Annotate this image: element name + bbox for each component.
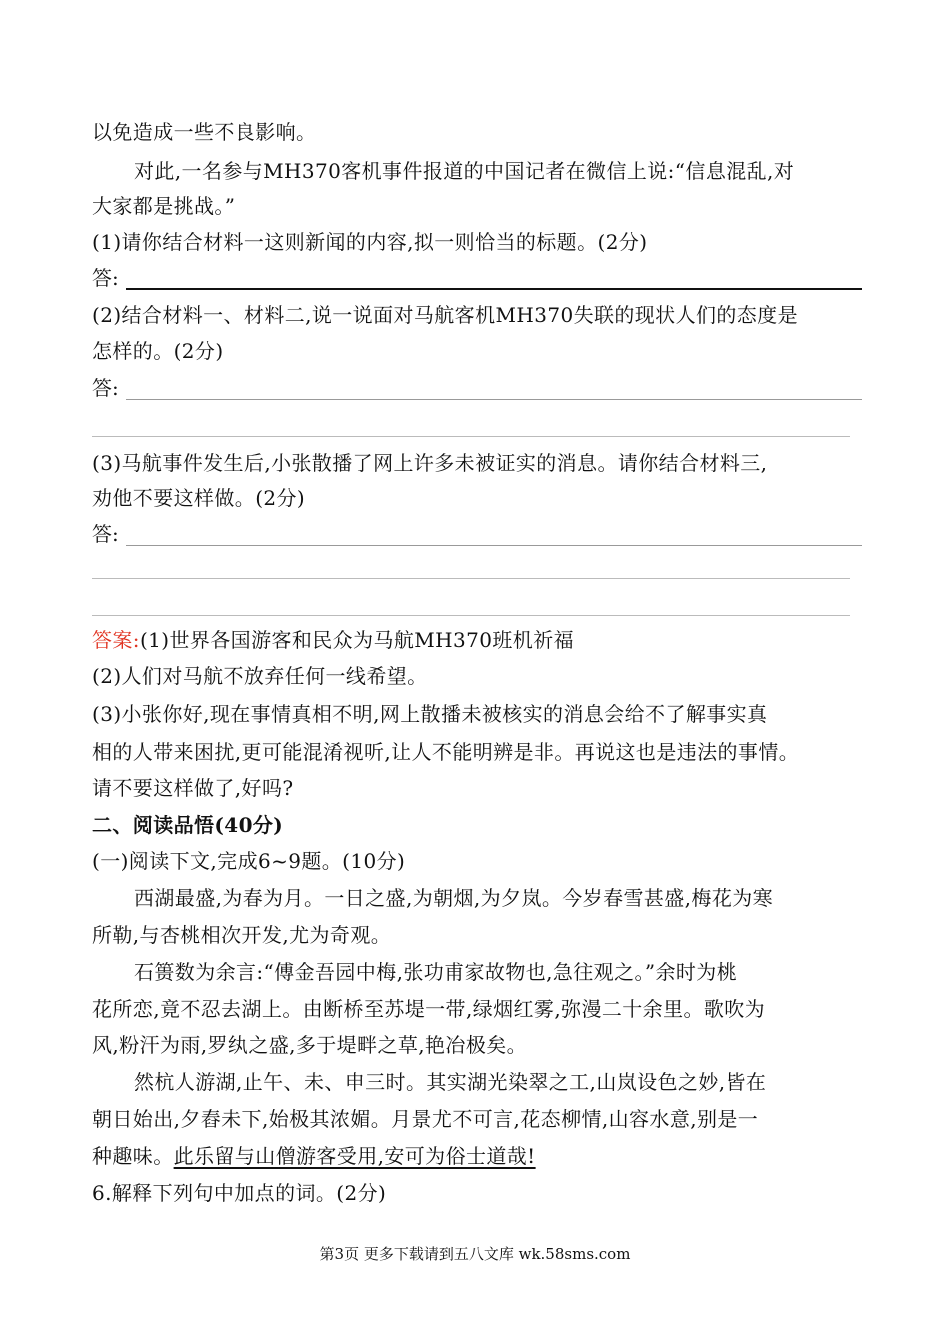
blank-answer-line[interactable]	[92, 615, 850, 616]
answer-key-tag: 答案:	[92, 628, 140, 652]
underlined-sentence: 此乐留与山僧游客受用,安可为俗士道哉!	[173, 1144, 536, 1168]
question-6: 6.解释下列句中加点的词。(2分)	[92, 1181, 387, 1205]
page-footer: 第3页 更多下载请到五八文库 wk.58sms.com	[319, 1245, 631, 1263]
passage-line: 朝日始出,夕舂未下,始极其浓媚。月景尤不可言,花态柳情,山容水意,别是一	[92, 1107, 759, 1131]
answer-key-1	[92, 626, 882, 654]
passage-line: 花所恋,竟不忍去湖上。由断桥至苏堤一带,绿烟红雾,弥漫二十余里。歌吹为	[92, 997, 766, 1021]
passage-line: 所勒,与杏桃相次开发,尤为奇观。	[92, 923, 392, 947]
question-1: (1)请你结合材料一这则新闻的内容,拟一则恰当的标题。(2分)	[92, 230, 648, 254]
answer-key-3-cont: 相的人带来困扰,更可能混淆视听,让人不能明辨是非。再说这也是违法的事情。	[92, 740, 800, 764]
text-line: 对此,一名参与MH370客机事件报道的中国记者在微信上说:“信息混乱,对	[134, 159, 795, 183]
passage-line	[92, 1142, 882, 1170]
answer-label: 答:	[92, 522, 119, 546]
question-2-cont: 怎样的。(2分)	[92, 339, 224, 363]
passage-line: 石篑数为余言:“傅金吾园中梅,张功甫家故物也,急往观之。”余时为桃	[134, 960, 738, 984]
answer-line-q1[interactable]	[92, 264, 862, 292]
text-line: 以免造成一些不良影响。	[92, 120, 317, 144]
passage-text: 种趣味。	[92, 1144, 174, 1168]
section-title: 二、阅读品悟(40分)	[92, 813, 284, 837]
passage-line: 风,粉汗为雨,罗纨之盛,多于堤畔之草,艳冶极矣。	[92, 1033, 528, 1057]
blank-answer-line[interactable]	[92, 436, 850, 437]
answer-line-q3[interactable]	[92, 520, 862, 548]
answer-key-text: (1)世界各国游客和民众为马航MH370班机祈福	[139, 628, 574, 652]
passage-line: 西湖最盛,为春为月。一日之盛,为朝烟,为夕岚。今岁春雪甚盛,梅花为寒	[134, 886, 774, 910]
answer-label: 答:	[92, 266, 119, 290]
answer-key-3-cont: 请不要这样做了,好吗?	[92, 776, 294, 800]
passage-line: 然杭人游湖,止午、未、申三时。其实湖光染翠之工,山岚设色之妙,皆在	[134, 1070, 767, 1094]
answer-key-2: (2)人们对马航不放弃任何一线希望。	[92, 664, 428, 688]
question-3: (3)马航事件发生后,小张散播了网上许多未被证实的消息。请你结合材料三,	[92, 451, 768, 475]
section-subtitle: (一)阅读下文,完成6~9题。(10分)	[92, 849, 406, 873]
blank-answer-line[interactable]	[92, 578, 850, 579]
question-3-cont: 劝他不要这样做。(2分)	[92, 486, 306, 510]
question-2: (2)结合材料一、材料二,说一说面对马航客机MH370失联的现状人们的态度是	[92, 303, 798, 327]
answer-label: 答:	[92, 376, 119, 400]
answer-key-3: (3)小张你好,现在事情真相不明,网上散播未被核实的消息会给不了解事实真	[92, 702, 768, 726]
answer-rule	[126, 399, 862, 400]
answer-line-q2[interactable]	[92, 374, 862, 402]
answer-rule	[126, 545, 862, 546]
text-line: 大家都是挑战。”	[92, 194, 236, 218]
answer-rule	[126, 288, 862, 290]
